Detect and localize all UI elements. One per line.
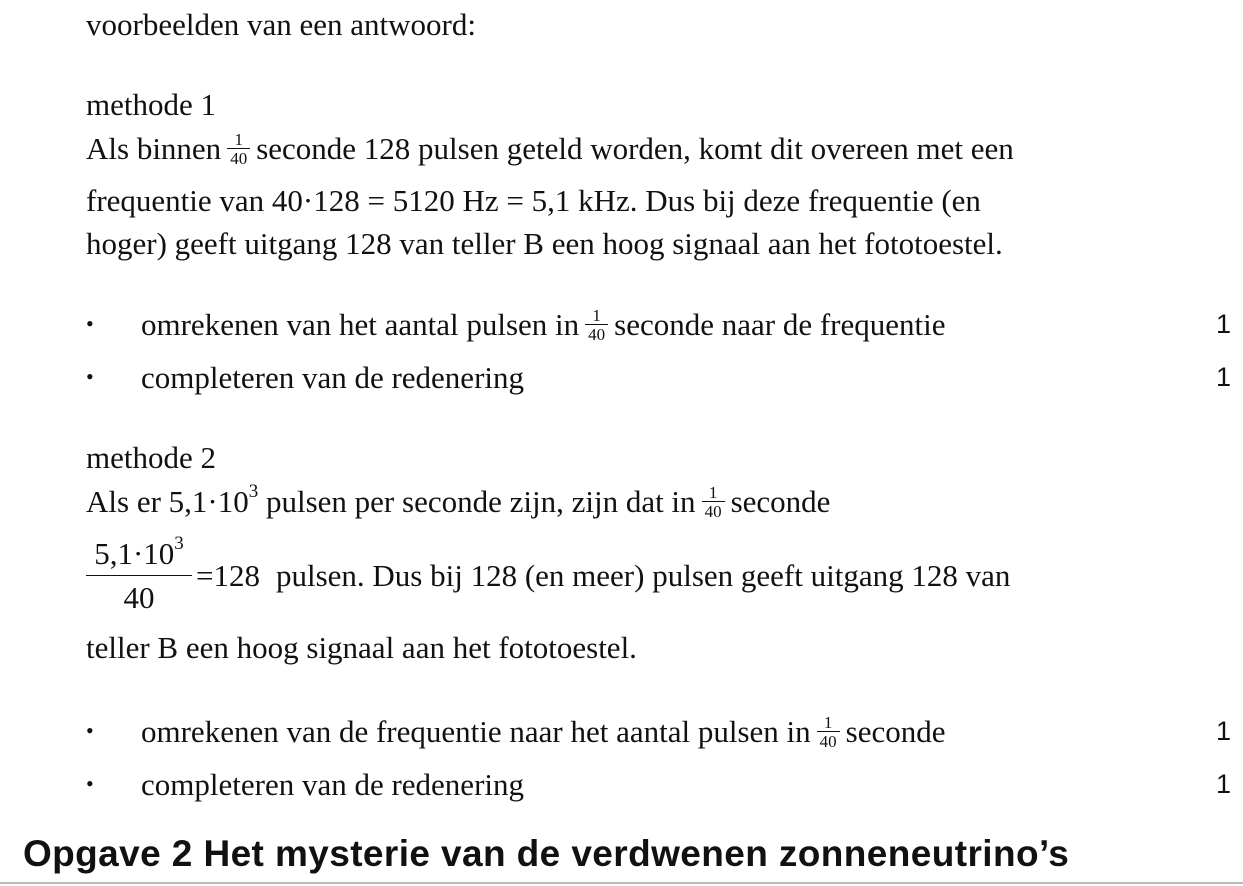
- method-1-line-1: [86, 129, 1014, 170]
- method-1-line-3: hoger) geeft uitgang 128 van teller B een hoog signaal aan het fototoestel.: [86, 226, 1003, 261]
- method-2-formula-line: [86, 533, 1011, 615]
- intro-text: voorbeelden van een antwoord:: [86, 7, 476, 42]
- method-1-line-1-end: seconde 128 pulsen geteld worden, komt dit overeen met een: [256, 131, 1014, 166]
- fraction-one-fortieth: [817, 714, 840, 750]
- bullet-icon: •: [86, 364, 94, 389]
- method-2-criterion-1-start: omrekenen van de frequentie naar het aantal pulsen in: [141, 714, 811, 749]
- formula-numerator-base: 5,1·10: [94, 536, 175, 571]
- method-1-line-1-start: Als binnen: [86, 131, 222, 166]
- method-2-line-1: [86, 481, 831, 523]
- score-method-1-criterion-2: 1: [1216, 362, 1232, 392]
- bullet-icon: •: [86, 311, 94, 336]
- formula-result: =128: [196, 558, 260, 593]
- method-2-title: methode 2: [86, 440, 216, 475]
- method-2-criterion-1-end: seconde: [845, 714, 946, 749]
- method-2-line-3: teller B een hoog signaal aan het fototoestel.: [86, 630, 637, 665]
- method-2-line-1-mid: pulsen per seconde zijn, zijn dat in: [258, 484, 696, 519]
- method-2-line-2: pulsen. Dus bij 128 (en meer) pulsen geeft uitgang 128 van: [275, 558, 1011, 593]
- fraction-denominator: 40: [227, 148, 250, 167]
- fraction-numerator: 1: [234, 129, 243, 149]
- method-2-line-1-start: Als er 5,1·10: [86, 484, 249, 519]
- method-1-line-2: frequentie van 40·128 = 5120 Hz = 5,1 kHz. Dus bij deze frequentie (en: [86, 183, 981, 218]
- section-heading: Opgave 2 Het mysterie van de verdwenen zonneneutrino’s: [23, 833, 1070, 874]
- method-1-criterion-1-end: seconde naar de frequentie: [614, 307, 946, 342]
- method-1-title: methode 1: [86, 87, 216, 122]
- formula-denominator: 40: [86, 575, 192, 613]
- fraction-numerator: 1: [823, 712, 833, 732]
- method-1-criterion-2: completeren van de redenering: [141, 360, 525, 395]
- fraction-numerator: 1: [708, 482, 718, 502]
- fraction-one-fortieth: [585, 307, 608, 343]
- formula-fraction: [86, 533, 192, 615]
- fraction-denominator: 40: [585, 324, 608, 343]
- method-2-line-1-end: seconde: [730, 484, 831, 519]
- fraction-one-fortieth: [227, 131, 250, 167]
- exponent: 3: [174, 533, 184, 554]
- fraction-numerator: 1: [592, 305, 601, 325]
- bullet-icon: •: [86, 718, 94, 743]
- bullet-icon: •: [86, 771, 94, 796]
- score-method-2-criterion-2: 1: [1216, 769, 1232, 799]
- fraction-denominator: 40: [817, 731, 840, 750]
- method-2-criterion-2: completeren van de redenering: [141, 767, 525, 802]
- method-1-criterion-1-start: omrekenen van het aantal pulsen in: [141, 307, 580, 342]
- score-method-2-criterion-1: 1: [1216, 716, 1232, 746]
- fraction-denominator: 40: [702, 501, 725, 520]
- score-method-1-criterion-1: 1: [1216, 309, 1232, 339]
- exponent: 3: [248, 481, 259, 502]
- page-divider: [0, 882, 1243, 884]
- formula-numerator: [86, 533, 192, 575]
- method-1-criterion-1: [141, 305, 946, 346]
- method-2-criterion-1: [141, 712, 946, 753]
- fraction-one-fortieth: [702, 484, 725, 520]
